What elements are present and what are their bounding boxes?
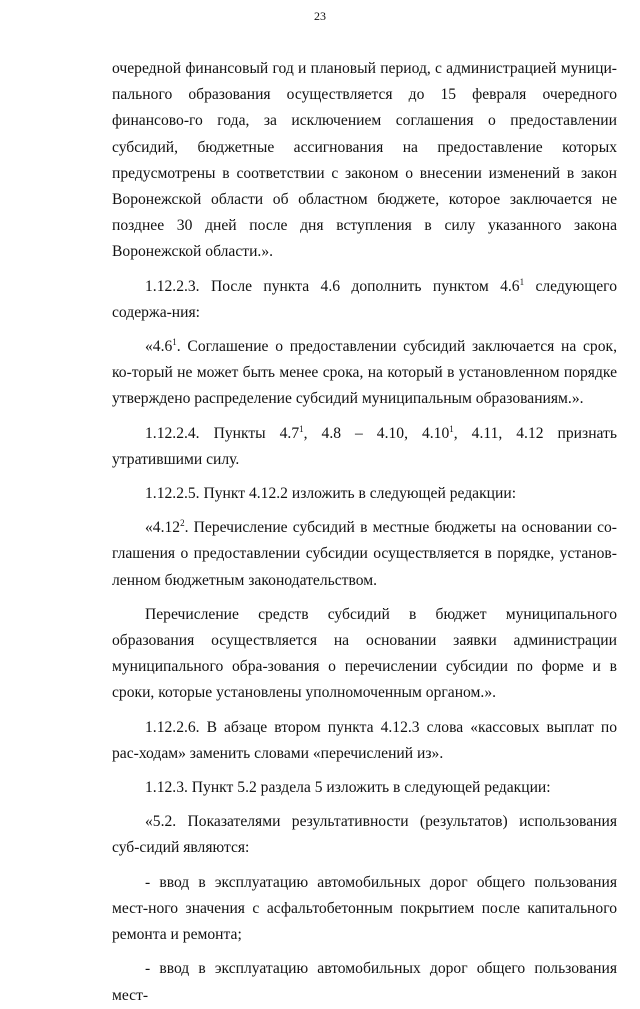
paragraph-text: «4.6 (145, 338, 173, 356)
page-number: 23 (314, 9, 326, 23)
superscript: 1 (172, 337, 177, 348)
paragraph-text: следующего содержа-ния: (112, 277, 617, 321)
paragraph-text: 1.12.2.6. В абзаце втором пункта 4.12.3 слова «кассовых выплат по рас-ходам» заменить словами «перечислений из». (112, 718, 617, 762)
paragraph-text: Перечисление средств субсидий в бюджет муниципального образования осуществляется на основании заявки администрации муниципального обра-зования о перечислении субсидии по форме и в сроки, которые установлены уполномоченным органом.». (112, 605, 617, 702)
superscript: 1 (519, 276, 525, 287)
paragraph-transfer (112, 602, 617, 707)
paragraph-text: очередной финансовый год и плановый период, с администрацией муници-пального образования осуществляется до 15 февраля очередного финансово-го года, за исключением соглашения о предоставлении субсидий, бюджетные ассигнования на предоставление которых предусмотрены в соответствии с законом о внесении изменений в закон Воронежской области об областном бюджете, которое заключается не позднее 30 дней после дня вступления в силу указанного закона Воронежской области.». (112, 60, 617, 261)
paragraph-quote-4-6-1 (112, 334, 617, 413)
list-item-road-continuation (112, 956, 617, 1008)
superscript: 1 (299, 423, 304, 434)
paragraph-text: - ввод в эксплуатацию автомобильных дорог общего пользования мест- (112, 960, 617, 1004)
paragraph-1-12-2-5 (112, 481, 617, 507)
paragraph-quote-5-2 (112, 809, 617, 861)
paragraph-text: . Соглашение о предоставлении субсидий заключается на срок, ко-торый не может быть менее срока, на который в установленном порядке утверждено распределение субсидий муниципальным образованиям.». (112, 338, 617, 408)
paragraph-text: «4.12 (145, 519, 181, 537)
paragraph-text: 1.12.2.3. После пункта 4.6 дополнить пунктом 4.6 (145, 277, 520, 295)
paragraph-continuation (112, 56, 617, 266)
paragraph-text: 1.12.2.5. Пункт 4.12.2 изложить в следующей редакции: (145, 485, 517, 503)
paragraph-1-12-2-3 (112, 274, 617, 326)
superscript: 2 (180, 518, 185, 529)
paragraph-text: - ввод в эксплуатацию автомобильных дорог общего пользования мест-ного значения с асфальтобетонным покрытием после капитального ремонта и ремонта; (112, 873, 617, 944)
paragraph-text: «5.2. Показателями результативности (результатов) использования суб-сидий являются: (112, 813, 617, 857)
paragraph-text: , 4.8 – 4.10, 4.10 (303, 424, 450, 442)
paragraph-text: 1.12.3. Пункт 5.2 раздела 5 изложить в следующей редакции: (145, 779, 551, 797)
paragraph-text: . Перечисление субсидий в местные бюджеты на основании со-глашения о предоставлении субсидии осуществляется в порядке, установ-ленном бюджетным законодательством. (112, 519, 617, 589)
paragraph-quote-4-12-2 (112, 515, 617, 594)
paragraph-text: 1.12.2.4. Пункты 4.7 (145, 424, 300, 442)
paragraph-text: , 4.11, 4.12 признать утратившими силу. (112, 424, 617, 468)
paragraph-1-12-2-6 (112, 715, 617, 767)
paragraph-1-12-2-4 (112, 421, 617, 473)
list-item-road-repair (112, 870, 617, 949)
paragraph-1-12-3 (112, 775, 617, 801)
superscript: 1 (449, 423, 454, 434)
document-body (112, 56, 617, 1009)
